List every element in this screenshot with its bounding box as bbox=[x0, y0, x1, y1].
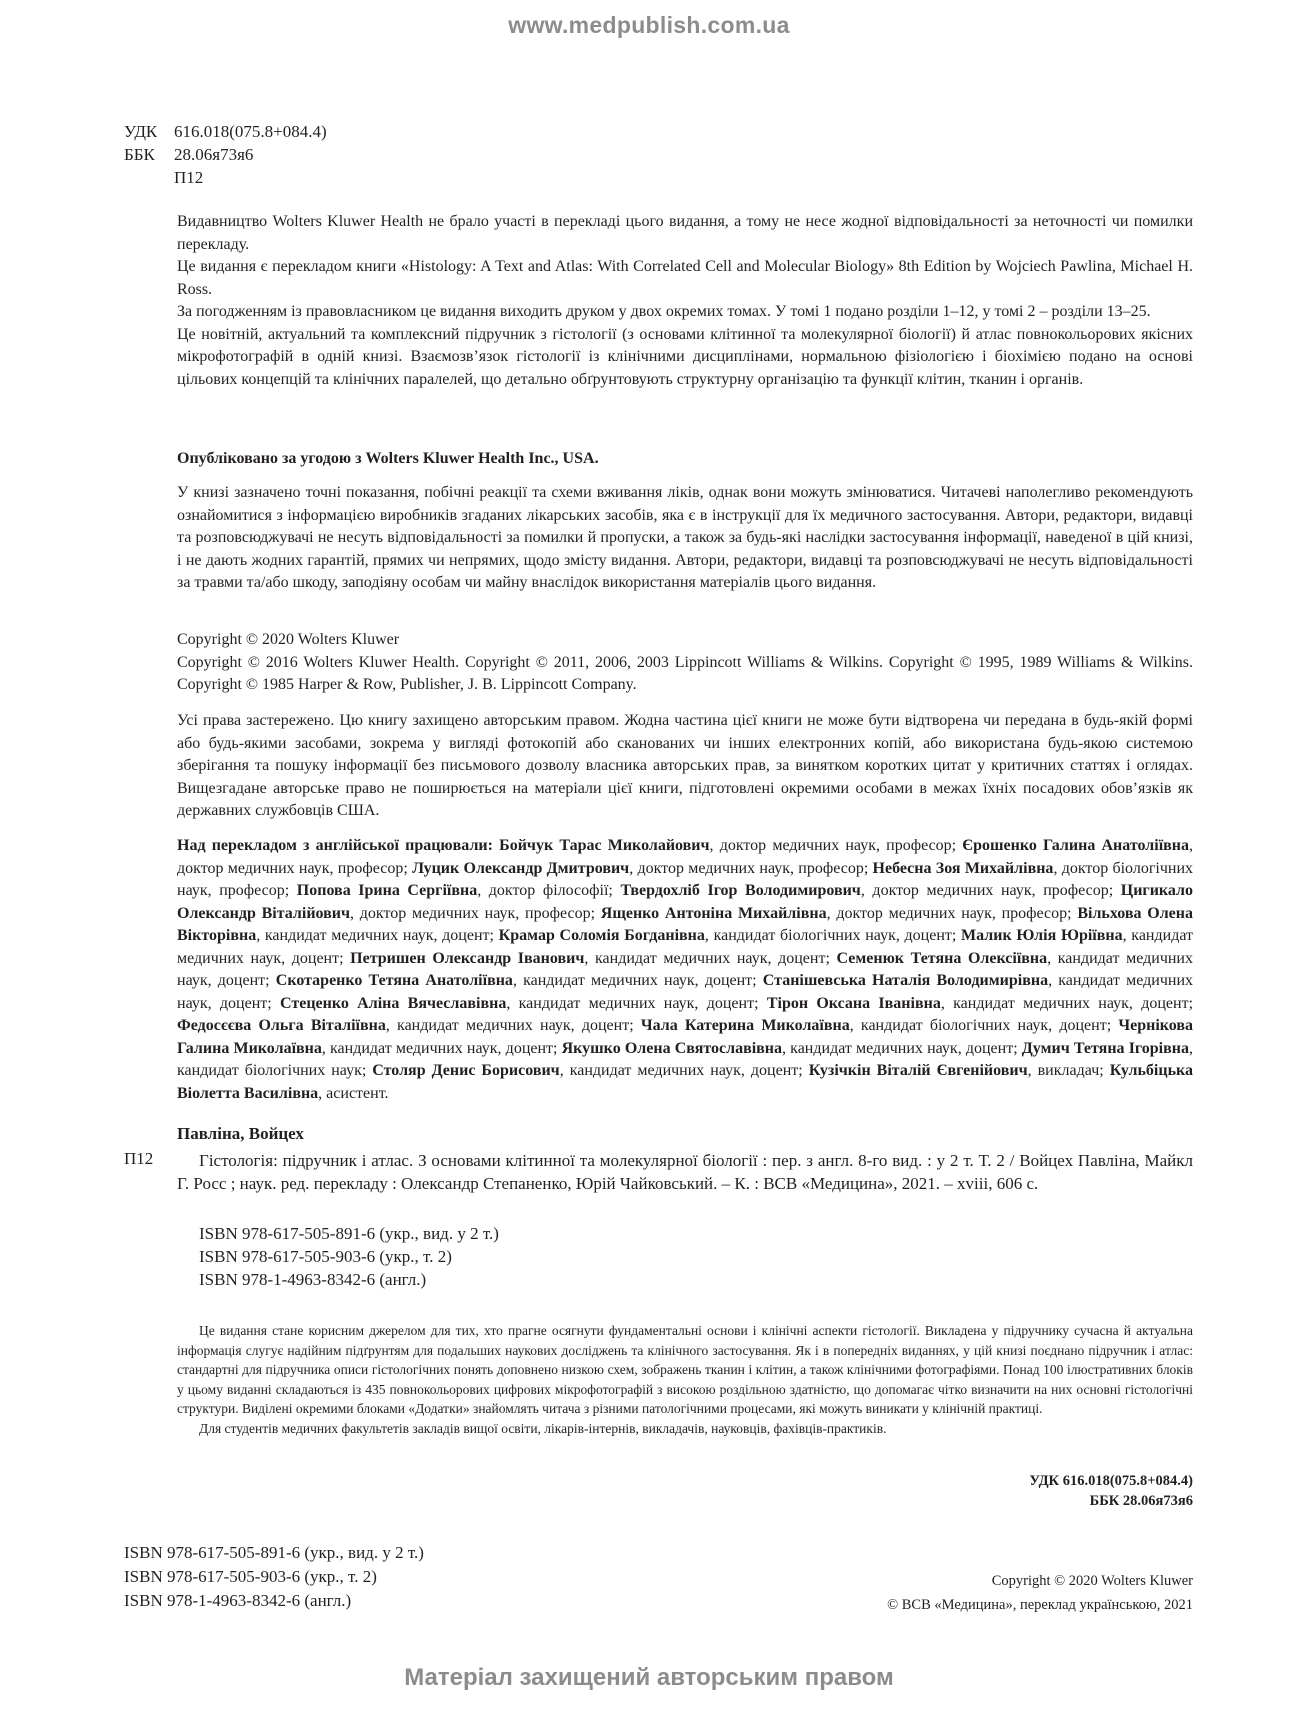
translator-name: Твердохліб Ігор Володимирович bbox=[620, 882, 861, 899]
translator-name: Єрошенко Галина Анатоліївна bbox=[962, 837, 1190, 854]
bbk-right: ББК 28.06я73я6 bbox=[1089, 1493, 1193, 1509]
translator-role: , кандидат медичних наук, доцент; bbox=[512, 972, 763, 989]
translator-name: Станішевська Наталія Володимирівна bbox=[762, 972, 1049, 989]
translator-role: , кандидат медичних наук, доцент; bbox=[506, 994, 767, 1012]
annotation bbox=[177, 1321, 1193, 1438]
translator-name: Кузічкін Віталій Євгенійович bbox=[808, 1062, 1028, 1079]
translator-name: Стеценко Аліна Вячеславівна bbox=[280, 994, 507, 1012]
translator-name: Луцик Олександр Дмитрович bbox=[412, 859, 630, 877]
bibliographic-text: Гістологія: підручник і атлас. З основами клітинної та молекулярної біології : пер. з англ. 8-го вид. : у 2 т. Т. 2 / Войцех Павліна, Майкл Г. Росс ; наук. ред. перекладу : Олександр Степаненко, Юрій Чайковський. – К. : ВСВ «Медицина», 2021. – xviii, 606 с. bbox=[177, 1151, 1193, 1193]
right-classification-codes bbox=[1029, 1471, 1193, 1511]
translator-name: Крамар Соломія Богданівна bbox=[498, 927, 705, 944]
notice-description: Це новітній, актуальний та комплексний підручник з гістології (з основами клітинної та молекулярної біології) й атлас повнокольорових якісних мікрофотографій в одній книзі. Взаємозв’язок гістології із клінічними дисциплінами, нормальною фізіологією і біохімією подано на основі цільових концепцій та клінічних паралелей, що детально обґрунтовують структурну організацію та функції клітин, тканин і органів. bbox=[177, 325, 1193, 388]
translator-role: , кандидат медичних наук, доцент; bbox=[177, 949, 1193, 989]
publisher-notices bbox=[177, 211, 1193, 391]
translator-name: Федосєєва Ольга Віталіївна bbox=[177, 1017, 386, 1034]
translator-name: Небесна Зоя Михайлівна bbox=[872, 859, 1054, 877]
translator-name: Ященко Антоніна Михайлівна bbox=[600, 904, 827, 922]
translator-name: Чернікова Галина Миколаївна bbox=[177, 1017, 1194, 1057]
bottom-copyright-line: Copyright © 2020 Wolters Kluwer bbox=[991, 1573, 1193, 1589]
translator-role: , кандидат медичних наук, доцент; bbox=[321, 1039, 562, 1057]
translator-role: , доктор медичних наук, професор; bbox=[826, 904, 1078, 922]
translator-name: Бойчук Тарас Миколайович bbox=[499, 837, 710, 854]
copyright-protected-footer: Матеріал захищений авторським правом bbox=[404, 1664, 894, 1691]
translator-role: , кандидат біологічних наук; bbox=[177, 1039, 1193, 1079]
annotation-audience: Для студентів медичних факультетів закладів вищої освіти, лікарів-інтернів, викладачів, науковців, фахівців-практиків. bbox=[199, 1420, 887, 1436]
translator-name: Семенюк Тетяна Олексіївна bbox=[836, 949, 1048, 967]
copyright-line-1: Copyright © 2020 Wolters Kluwer bbox=[177, 631, 400, 648]
isbn-line: ISBN 978-617-505-891-6 (укр., вид. у 2 т.) bbox=[124, 1543, 424, 1562]
bottom-isbn-list bbox=[124, 1541, 424, 1613]
translator-role: , доктор медичних наук, професор; bbox=[177, 837, 1194, 877]
translator-role: , доктор медичних наук, професор; bbox=[860, 882, 1121, 899]
isbn-line: ISBN 978-617-505-903-6 (укр., т. 2) bbox=[199, 1247, 452, 1266]
translator-role: , кандидат медичних наук, доцент; bbox=[940, 994, 1194, 1012]
translator-role: , доктор біологічних наук, професор; bbox=[177, 859, 1194, 899]
isbn-line: ISBN 978-617-505-891-6 (укр., вид. у 2 т.) bbox=[199, 1224, 499, 1243]
copyright-block bbox=[177, 629, 1193, 697]
translator-role: , асистент. bbox=[318, 1084, 389, 1102]
rights-reserved: Усі права застережено. Цю книгу захищено авторським правом. Жодна частина цієї книги не може бути відтворена чи передана в будь-якій формі або будь-якими засобами, зокрема у вигляді фотокопій або сканованих чи інших електронних копій, або використана будь-якою системою зберігання та пошуку інформації без письмового дозволу власника авторських прав, за винятком коротких цитат у критичних статтях і оглядах. Вищезгадане авторське право не поширюється на матеріали цієї книги, підготовлені окремими особами в межах їхніх посадових обов’язків як державних службовців США. bbox=[177, 712, 1193, 819]
bottom-copyright-line: © ВСВ «Медицина», переклад українською, 2021 bbox=[887, 1597, 1193, 1613]
translator-role: , кандидат медичних наук, доцент; bbox=[256, 927, 499, 944]
translator-role: , доктор медичних наук, професор; bbox=[629, 859, 873, 877]
isbn-line: ISBN 978-1-4963-8342-6 (англ.) bbox=[124, 1591, 352, 1610]
udk-label: УДК bbox=[124, 122, 158, 141]
isbn-line: ISBN 978-1-4963-8342-6 (англ.) bbox=[199, 1270, 427, 1289]
copyright-line-2: Copyright © 2016 Wolters Kluwer Health. Copyright © 2011, 2006, 2003 Lippincott Williams & Wilkins. Copyright © 1995, 1989 Williams & Wilkins. Copyright © 1985 Harper & Row, Publisher, J. B. Lippincott Company. bbox=[177, 653, 1193, 693]
bbk-value: 28.06я73я6 bbox=[174, 145, 254, 164]
udk-right: УДК 616.018(075.8+084.4) bbox=[1029, 1473, 1193, 1489]
translator-name: Малик Юлія Юріївна bbox=[961, 927, 1123, 944]
translator-role: , викладач; bbox=[1027, 1062, 1110, 1079]
translator-role: , кандидат медичних наук, доцент; bbox=[584, 949, 837, 967]
translator-name: Скотаренко Тетяна Анатоліївна bbox=[275, 972, 513, 989]
classification-block bbox=[124, 120, 327, 189]
notice-original-title: Це видання є перекладом книги «Histology: A Text and Atlas: With Correlated Cell and Molecular Biology» 8th Edition by Wojciech Pawlina, Michael H. Ross. bbox=[177, 258, 1193, 298]
translator-role: , доктор філософії; bbox=[477, 882, 621, 899]
published-by-agreement: Опубліковано за угодою з Wolters Kluwer Health Inc., USA. bbox=[177, 450, 599, 467]
bbk-label: ББК bbox=[124, 145, 155, 164]
translator-name: Цигикало Олександр Віталійович bbox=[177, 882, 1194, 922]
translator-name: Столяр Денис Борисович bbox=[372, 1062, 560, 1079]
translators-lead: Над перекладом з англійської працювали: bbox=[177, 837, 493, 854]
translator-role: , кандидат медичних наук, доцент; bbox=[559, 1062, 809, 1079]
translator-role: , доктор медичних наук, професор; bbox=[709, 837, 963, 854]
catalog-isbn-list bbox=[199, 1222, 499, 1291]
translator-name: Якушко Олена Святославівна bbox=[561, 1039, 783, 1057]
bibliographic-description bbox=[177, 1149, 1193, 1195]
annotation-text: Це видання стане корисним джерелом для тих, хто прагне осягнути фундаментальні основи і клінічні аспекти гістології. Викладена у підручнику сучасна й актуальна інформація слугує надійним підґрунтям для подальших наукових досліджень та клінічного застосування. Як і в попередніх виданнях, у цій книзі поєднано підручник і атлас: стандартні для підручника описи гістологічних понять доповнено низкою схем, зображень тканин і клітин, а також клінічними фотографіями. Понад 100 ілюстративних блоків у цьому виданні складаються із 435 повнокольорових цифрових мікрофотографій з високою роздільною здатністю, що допомагає чітко визначити на них основні гістологічні структури. Виділені окремими блоками «Додатки» знайомлять читача з різними патологічними процесами, які можуть виникати у клінічній практиці. bbox=[177, 1323, 1193, 1416]
notice-translation-liability: Видавництво Wolters Kluwer Health не брало участі в перекладі цього видання, а тому не несе жодної відповідальності за неточності чи помилки перекладу. bbox=[177, 213, 1193, 253]
notice-volumes: За погодженням із правовласником це видання виходить друком у двох окремих томах. У томі 1 подано розділи 1–12, у томі 2 – розділи 13–25. bbox=[177, 303, 1151, 320]
translator-role: , доктор медичних наук, професор; bbox=[350, 904, 601, 922]
translator-name: Думич Тетяна Ігорівна bbox=[1021, 1039, 1189, 1057]
translator-name: Вільхова Олена Вікторівна bbox=[177, 904, 1194, 944]
translator-role: , кандидат біологічних наук, доцент; bbox=[704, 927, 962, 944]
udk-value: 616.018(075.8+084.4) bbox=[174, 122, 327, 141]
translator-name: Чала Катерина Миколаївна bbox=[640, 1017, 850, 1034]
translators-list bbox=[177, 837, 1193, 1102]
translator-role: , кандидат медичних наук, доцент; bbox=[782, 1039, 1022, 1057]
translator-role: , кандидат медичних наук, доцент; bbox=[177, 927, 1194, 967]
site-url-header: www.medpublish.com.ua bbox=[508, 12, 790, 38]
bottom-copyright bbox=[887, 1569, 1193, 1617]
translator-role: , кандидат біологічних наук, доцент; bbox=[849, 1017, 1119, 1034]
translator-name: Попова Ірина Сергіївна bbox=[296, 882, 478, 899]
catalog-author: Павліна, Войцех bbox=[177, 1124, 304, 1143]
translator-role: , кандидат медичних наук, доцент; bbox=[177, 972, 1194, 1012]
isbn-line: ISBN 978-617-505-903-6 (укр., т. 2) bbox=[124, 1567, 377, 1586]
translator-role: , кандидат медичних наук, доцент; bbox=[385, 1017, 641, 1034]
translator-name: Кульбіцька Віолетта Василівна bbox=[177, 1062, 1194, 1102]
translators-paragraph bbox=[177, 835, 1193, 1105]
medical-disclaimer: У книзі зазначено точні показання, побічні реакції та схеми вживання ліків, однак вони можуть змінюватися. Читачеві наполегливо рекомендують ознайомитися з інформацією виробників згаданих лікарських засобів, яка є в інструкції для їх медичного застосування. Автори, редактори, видавці та розповсюджувачі не несуть відповідальності за помилки й пропуски, а також за будь-які наслідки застосування інформації, наведеної в цій книзі, і не дають жодних гарантій, прямих чи непрямих, щодо змісту видання. Автори, редактори, видавці та розповсюджувачі не несуть відповідальності за травми та/або шкоду, заподіяну особам чи майну внаслідок використання матеріалів цього видання. bbox=[177, 484, 1193, 591]
catalog-code-left: П12 bbox=[124, 1149, 154, 1168]
translator-name: Петришен Олександр Іванович bbox=[350, 949, 585, 967]
catalog-code: П12 bbox=[174, 168, 204, 187]
translator-name: Тірон Оксана Іванівна bbox=[766, 994, 941, 1012]
